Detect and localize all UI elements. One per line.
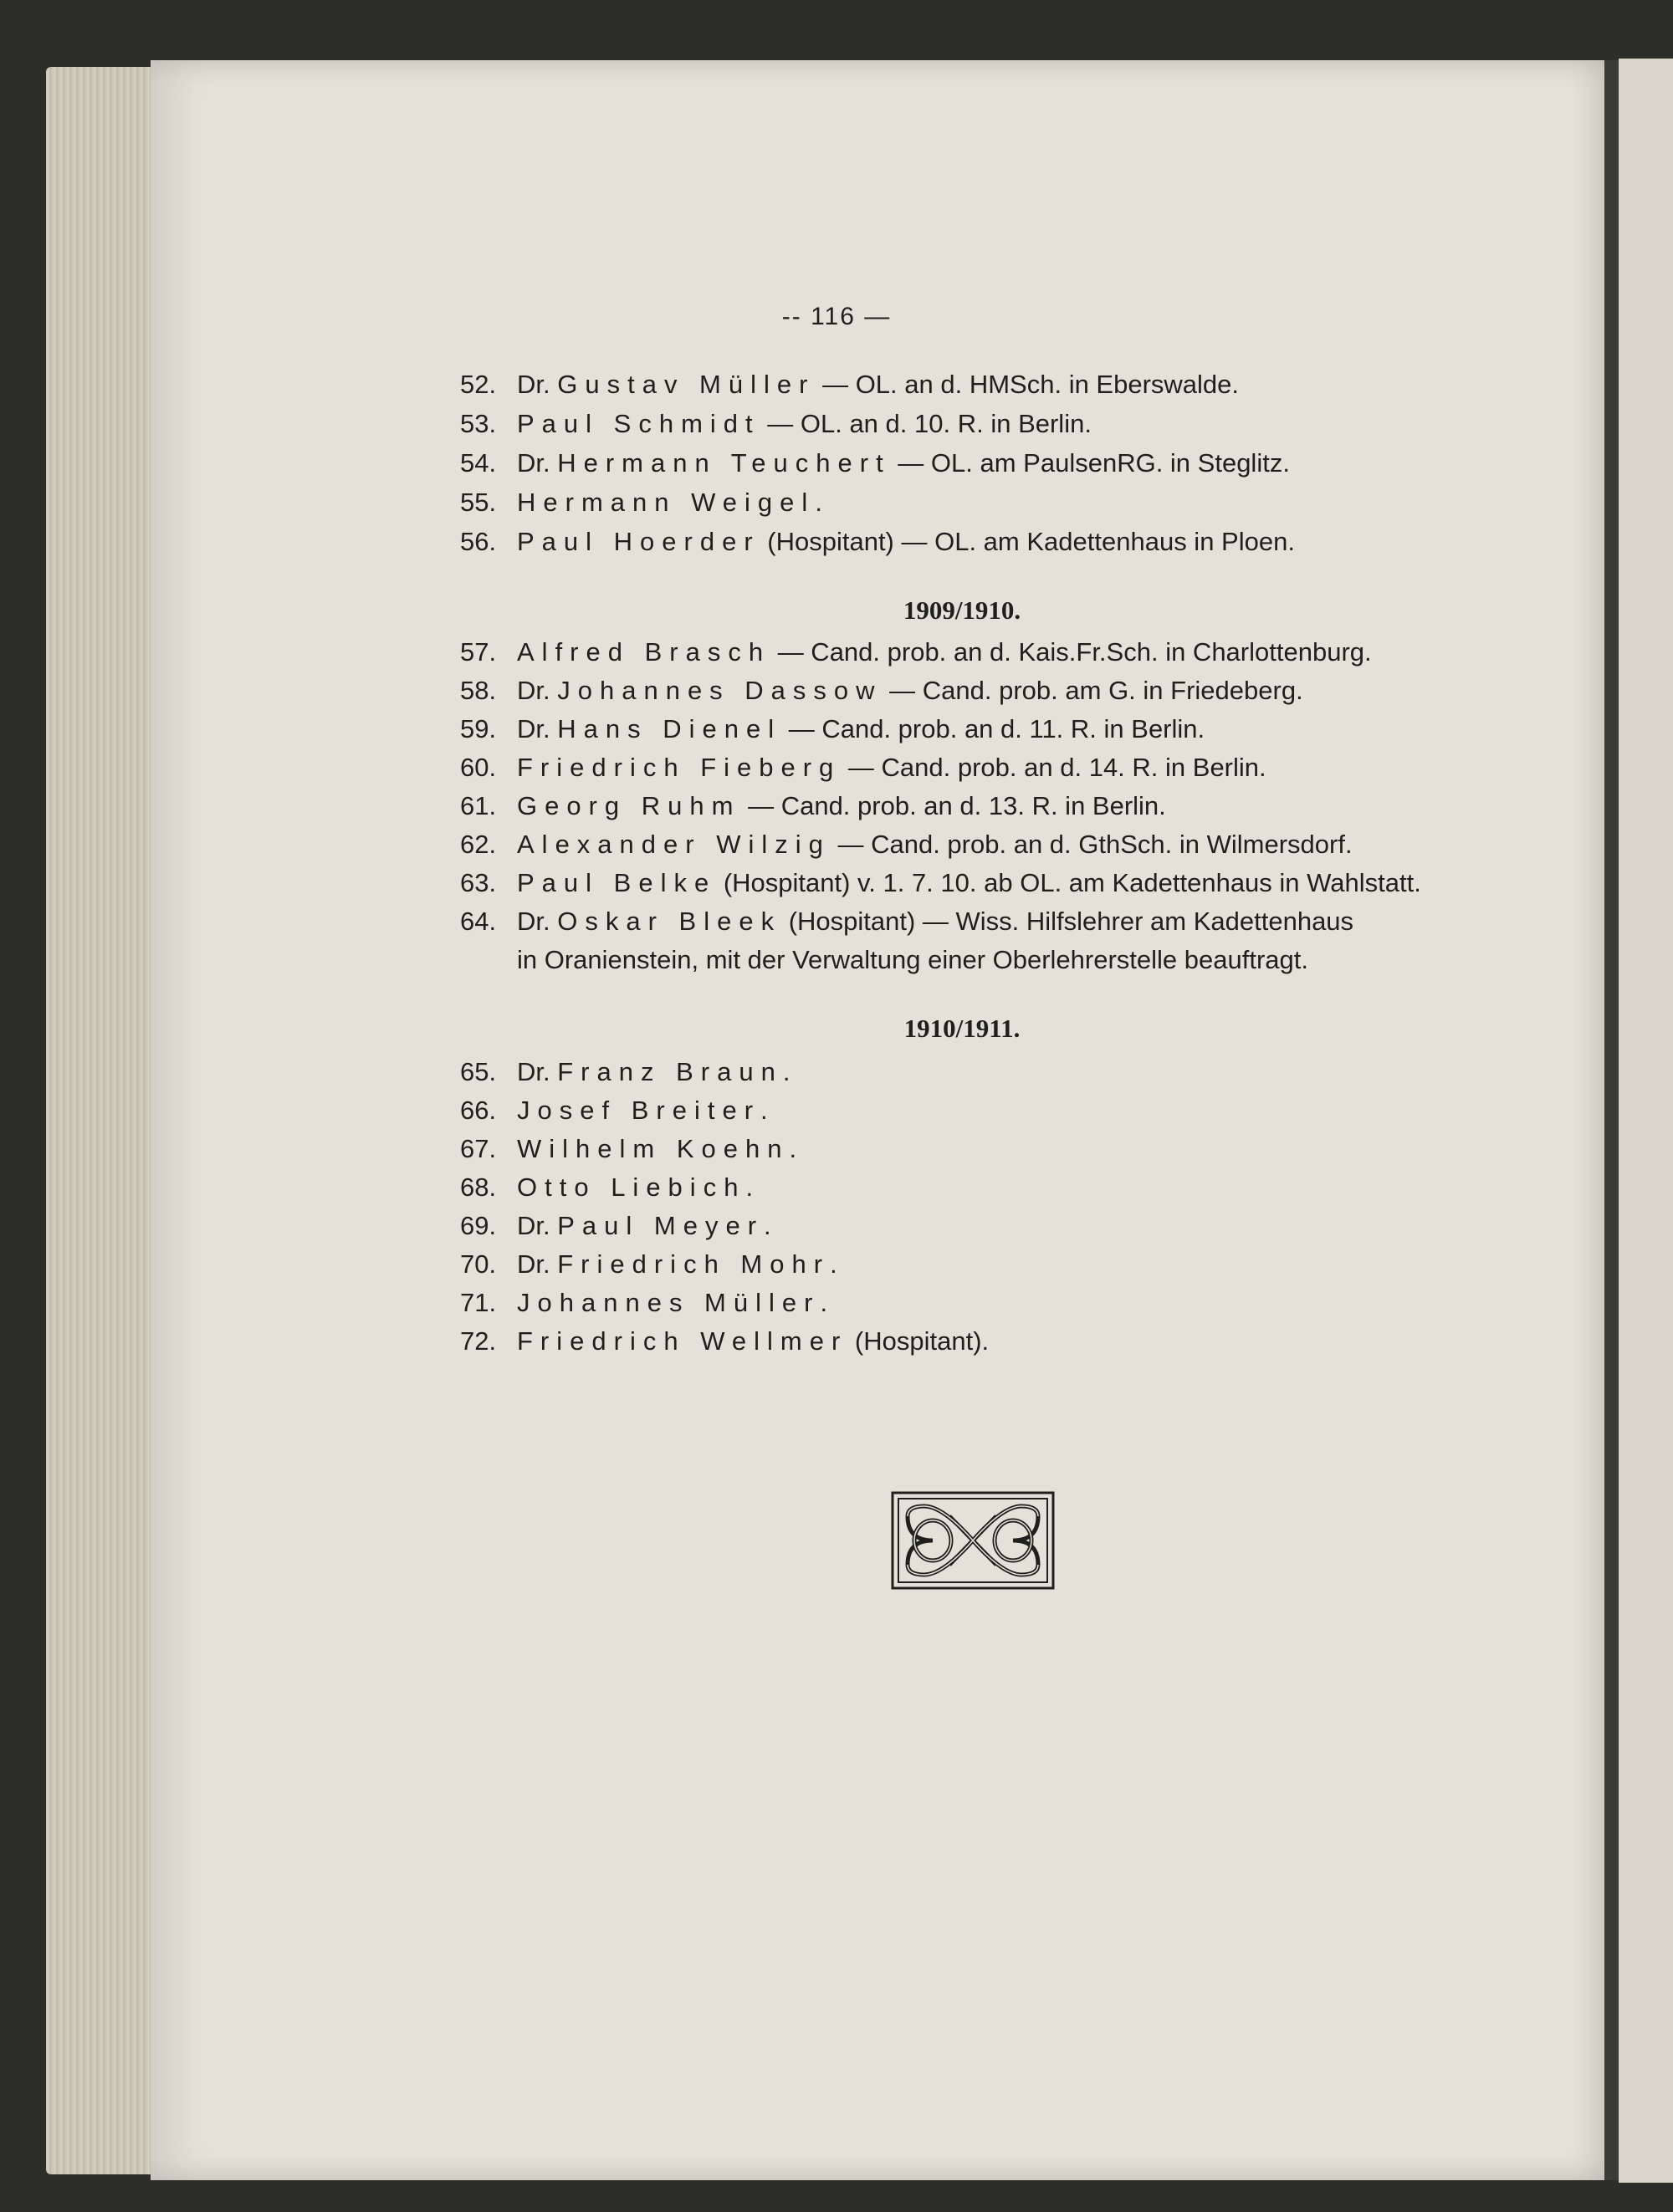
list-item: 55. Hermann Weigel. <box>460 488 822 517</box>
list-item: 68. Otto Liebich. <box>460 1172 754 1202</box>
list-item: 69. Dr. Paul Meyer. <box>460 1211 771 1240</box>
list-item: 57. Alfred Brasch — Cand. prob. an d. Kais.Fr.Sch. in Charlottenburg. <box>460 637 1372 667</box>
list-item: 58. Dr. Johannes Dassow — Cand. prob. am G. in Friedeberg. <box>460 676 1303 705</box>
list-item: 65. Dr. Franz Braun. <box>460 1057 790 1086</box>
list-item: 72. Friedrich Wellmer (Hospitant). <box>460 1326 990 1356</box>
section-heading-year: 1909/1910. <box>903 595 1021 625</box>
list-item: 59. Dr. Hans Dienel — Cand. prob. an d. 11. R. in Berlin. <box>460 714 1205 743</box>
list-item: 53. Paul Schmidt — OL. an d. 10. R. in Berlin. <box>460 409 1092 438</box>
list-item: 62. Alexander Wilzig — Cand. prob. an d. GthSch. in Wilmersdorf. <box>460 830 1353 859</box>
list-item: 66. Josef Breiter. <box>460 1096 768 1125</box>
list-item: 56. Paul Hoerder (Hospitant) — OL. am Kadettenhaus in Ploen. <box>460 527 1295 556</box>
celtic-knot-ornament-icon <box>891 1491 1055 1590</box>
next-page-edge <box>1619 59 1673 2183</box>
list-item: 63. Paul Belke (Hospitant) v. 1. 7. 10. ab OL. am Kadettenhaus in Wahlstatt. <box>460 868 1421 897</box>
list-item: 52. Dr. Gustav Müller — OL. an d. HMSch. in Eberswalde. <box>460 370 1240 399</box>
list-item: 70. Dr. Friedrich Mohr. <box>460 1249 837 1279</box>
list-item: 61. Georg Ruhm — Cand. prob. an d. 13. R. in Berlin. <box>460 791 1166 820</box>
list-item: 64. Dr. Oskar Bleek (Hospitant) — Wiss. Hilfslehrer am Kadettenhaus in Oranienstein, mit der Verwaltung einer Oberlehrerstelle beauftragt. <box>460 907 1354 974</box>
list-item: 71. Johannes Müller. <box>460 1288 828 1317</box>
list-item: 60. Friedrich Fieberg — Cand. prob. an d. 14. R. in Berlin. <box>460 753 1266 782</box>
book-page-edges <box>46 67 163 2174</box>
list-item: 67. Wilhelm Koehn. <box>460 1134 797 1163</box>
page-number: -- 116 — <box>781 303 892 330</box>
list-item: 54. Dr. Hermann Teuchert — OL. am PaulsenRG. in Steglitz. <box>460 448 1290 478</box>
section-heading-year: 1910/1911. <box>903 1014 1021 1043</box>
